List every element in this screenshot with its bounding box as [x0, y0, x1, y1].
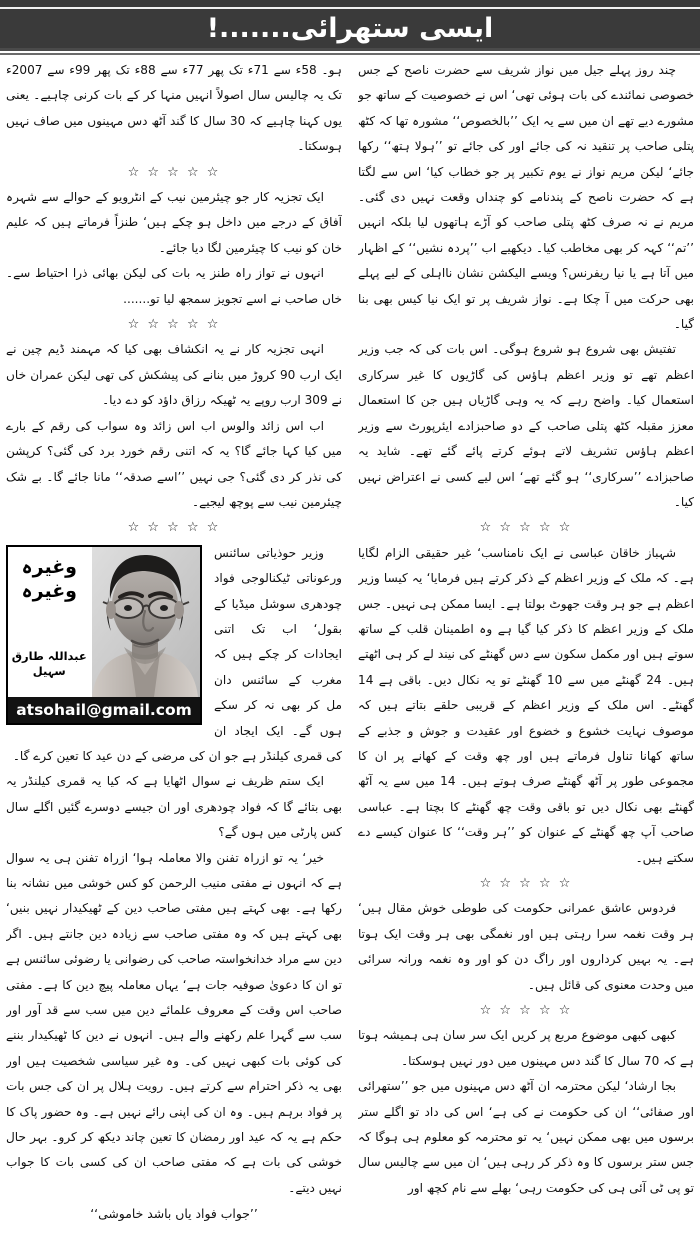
paragraph: شہباز خاقان عباسی نے ایک نامناسب‘ غیر حقیقی الزام لگایا ہے۔ کہ ملک کے وزیر اعظم کے ذکر کرتے ہیں فرمایا‘ یہ کیسا وزیر اعظم ہے جو ہر وقت جھوٹ بولتا ہے۔ ایسا ممکن ہی نہیں۔ جس ملک کے وزیر اعظم کا ذکر کیا گیا ہے وہ اطمینان قلب کے ساتھ سوتے ہیں اور مکمل سکون سے دس گھنٹے کی نیند لے کر ہی اٹھتے ہیں۔ 24 گھنٹے میں سے 10 گھنٹے تو یہ نکال دیں۔ باقی ہے 14 گھنٹے۔ اس ملک کے وزیر اعظم کے قریبی حلقے بتاتے ہیں کہ موصوف نہایت خشوع و خضوع اور عقیدت و جوش و جذبے کے ساتھ کھانا تناول فرماتے ہیں اور چھ وقت کے کھانے پر ان کا مجموعی طور پر آٹھ گھنٹے صرف ہوتے ہیں۔ 14 میں سے یہ آٹھ گھنٹے بھی نکال دیں تو باقی وقت چھ گھنٹے کا بچتا ہے۔ عباسی صاحب آپ چھ گھنٹے کے عنوان کو ’’ہر وقت‘‘ کا عنوان کیسے دے سکتے ہیں۔: [358, 545, 694, 865]
paragraph: ہو۔ 58ء سے 71ء تک پھر 77ء سے 88ء تک پھر 99ء سے 2007ء تک یہ چالیس سال اصولاً انہیں منہا کر کے بات کرنی چاہیے۔ یعنی یوں کہنا چاہیے کہ 30 سال کا گند آٹھ دس مہینوں میں صاف نہیں ہوسکتا۔: [6, 63, 342, 154]
paragraph: اب اس زائد والوس اب اس زائد وہ سواب کی رقم کے بارے میں کیا کہا جائے گا؟ یہ کہ اتنی رقم خورد برد کی گئی؟ کرپشن کی نذر کر دی گئی؟ جی نہیں ’’اسے صدقہ‘‘ مانا جائے گا۔ بے شک چیئرمین نیب سے پوچھ لیجیے۔: [6, 418, 342, 509]
closing-quote: ’’جواب فواد یاں باشد خاموشی‘‘: [90, 1206, 258, 1222]
paragraph: ایک ستم ظریف نے سوال اٹھایا ہے کہ کیا یہ قمری کیلنڈر یہ بھی بتائے گا کہ فواد چودھری اور ان جیسے دوسرے گئیں اگلے سال کس پارٹی میں ہوں گے؟: [6, 774, 342, 840]
paragraph: ایک تجزیہ کار جو چیئرمین نیب کے انٹرویو کے حوالے سے شہرہ آفاق کے درجے میں داخل ہو چکے ہیں‘ طنزاً فرماتے ہیں کہ علیم خان کو نیب کا چیئرمین لگا دیا جائے۔: [6, 190, 342, 255]
paragraph: بجا ارشاد‘ لیکن محترمہ ان آٹھ دس مہینوں میں جو ’’ستھرائی اور صفائی‘‘ ان کی حکومت نے کی ہے‘ اس کی داد تو اگلے ستر برسوں میں بھی ممکن نہیں‘ یہ تو محترمہ کو معلوم ہی ہوگا کہ جس ستر برسوں کا وہ ذکر کر رہی ہیں‘ ان میں سے چالیس سال تو پی ٹی آئی ہی کی حکومت رہی‘ بھلے سے نام کچھ اور: [358, 1079, 694, 1195]
paragraph: وزیر حوذیاتی سائنس ورعوناتی ٹیکنالوجی فواد چودھری سوشل میڈیا کے بقول‘ اب تک اتنی ایجادات کر چکے ہیں کہ مغرب کے سائنس دان مل کر بھی نہ کر سکے ہوں گے۔ ایک ایجاد ان کی قمری کیلنڈر ہے جو ان کی مرضی کے دن عید کا تعین کرے گا۔: [12, 545, 342, 763]
paragraph: انہی تجزیہ کار نے یہ انکشاف بھی کیا کہ مہمند ڈیم چین نے ایک ارب 90 کروڑ میں بنانے کی پیشکش کی تھی لیکن عمران خاں نے 309 ارب روپے یہ ٹھیکہ رزاق داؤد کو دے دیا۔: [6, 342, 342, 408]
section-separator: ☆ ☆ ☆ ☆ ☆: [127, 164, 221, 180]
paragraph: کبھی کبھی موضوع مربع پر کریں ایک سر سان ہی ہمیشہ ہوتا ہے کہ 70 سال کا گند دس مہینوں میں دور نہیں ہوسکتا۔: [358, 1028, 694, 1068]
author-meta: [8, 547, 92, 697]
article-column-left: [6, 58, 342, 1244]
column-series-title: وغیرہ وغیرہ: [21, 555, 77, 602]
section-separator: ☆ ☆ ☆ ☆ ☆: [479, 520, 573, 536]
paragraph: چند روز پہلے جیل میں نواز شریف سے حضرت ناصح کے جس خصوصی نمائندے کی بات ہوئی تھی‘ اس نے خصوصیت کے ساتھ جو مشورے دیے تھے ان میں سے یہ ایک ’’بالخصوص‘‘ مشورہ تھا کہ کٹھ پتلی صاحب پر تنقید نہ کی جائے اور کی جائے تو ’’ہولا ہتھ‘‘ رکھا جائے‘ لیکن مریم نواز نے یوم تکبیر پر جو خطاب کیا‘ اس سے لگتا ہے کہ حضرت ناصح کے پندنامے کو چنداں وقعت نہیں دی گئی۔ مریم نے نہ صرف کٹھ پتلی صاحب کو آڑے ہاتھوں لیا بلکہ انہیں ’’تم‘‘ کہہ کر بھی مخاطب کیا۔ دیکھیے اب ’’پردہ نشیں‘‘ کے اظہار میں آتا ہے یا نیا ریفرنس؟ ویسے الیکشن نشان نااہلی کے لیے پہلے بھی حرکت میں آ چکا ہے۔ نواز شریف پر تو ایک نیا کیس بھی بنا گیا۔: [358, 63, 694, 332]
paragraph: تفتیش بھی شروع ہو شروع ہوگی۔ اس بات کی کہ جب وزیر اعظم تھے تو وزیر اعظم ہاؤس کی گاڑیوں کا غیر سرکاری استعمال کیا۔ واضح رہے کہ یہ وہی گاڑیاں ہیں جن کا استعمال معزز مقبلہ کٹھ پتلی صاحب کے دو صاحبزادے ایئرپورٹ سے وزیر اعظم ہاؤس تشریف لاتے ہوئے کرتے پائے گئے تھے۔ شاید یہ صاحبزادے ’’سرکاری‘‘ ہو گئے تھے‘ اس لیے کسی نے اعتراض نہیں کیا۔: [358, 342, 694, 509]
masthead-divider-3: [0, 53, 700, 55]
paragraph: خیر‘ یہ تو ازراہ تفنن والا معاملہ ہوا‘ ازراہ تفنن ہی یہ سوال ہے کہ انہوں نے مفتی منیب الرحمن کو کس خوشی میں نشانہ بنا رکھا ہے۔ بھی کہتے ہیں مفتی صاحب دین کے ٹھیکیدار نہیں بنیں‘ بھی کہتے ہیں کہ وہ مفتی صاحب سے زیادہ دین جانتے ہیں۔ اگر دین سے مراد خدانخواستہ صاحب کی رضوانی یا رضوئی سائنس ہے تو ان کا دعویٰ صوفیہ جات ہے‘ یہاں معاملہ پیچ دین کا ہے۔ مفتی صاحب اس وقت کے معروف علمائے دین میں سب سے قد آور اور سب سے گہرا علم رکھنے والے ہیں۔ انہوں نے دین کا ٹھیکیدار بننے کی کوئی بات کبھی نہیں کی۔ وہ غیر سیاسی شخصیت ہیں اور بھی یہ ذکر احترام سے کرتے ہیں۔ رویت ہلال پر ان کی جس بات پر فواد برہم ہیں۔ وہ ان کی اپنی رائے نہیں ہے۔ وہ حضور پاک کا حکم ہے یہ کہ عید اور رمضان کا تعین چاند دیکھ کر کرو۔ بہر حال خوشی کی بات ہے کہ مفتی صاحب ان کی کسی بات کا جواب نہیں دیتے۔: [6, 850, 342, 1195]
author-email[interactable]: atsohail@gmail.com: [8, 697, 200, 723]
paragraph: انہوں نے تواز راہ طنز یہ بات کی لیکن بھائی ذرا احتیاط سے۔ خاں صاحب نے اسے تجویز سمجھ لیا تو.......: [6, 266, 342, 306]
masthead-bar: [0, 0, 700, 48]
author-name: عبداللہ طارق سہیل: [11, 648, 87, 678]
section-separator: ☆ ☆ ☆ ☆ ☆: [479, 876, 573, 891]
paragraph: فردوس عاشق عمرانی حکومت کی طوطی خوش مقال ہیں‘ ہر وقت نغمہ سرا رہتی ہیں اور نغمگی بھی ہر وقت ایک ہوتا ہے۔ یہ بہیں کرداروں اور راگ دن کو اور وہ نغمہ ورانہ سرائی میں وحدت معنوی کی قائل ہیں۔: [358, 901, 694, 992]
author-byline-block: [6, 545, 202, 725]
section-separator: ☆ ☆ ☆ ☆ ☆: [127, 317, 221, 333]
author-photo: [92, 547, 200, 697]
section-separator: ☆ ☆ ☆ ☆ ☆: [479, 1003, 573, 1019]
portrait-photo-icon: [92, 547, 200, 697]
article-body: [0, 58, 700, 1244]
article-column-right: [358, 58, 694, 1244]
author-block-inner: [8, 547, 200, 697]
page-title: ایسی ستھرائی.......!: [206, 13, 494, 44]
section-separator: ☆ ☆ ☆ ☆ ☆: [127, 520, 221, 536]
